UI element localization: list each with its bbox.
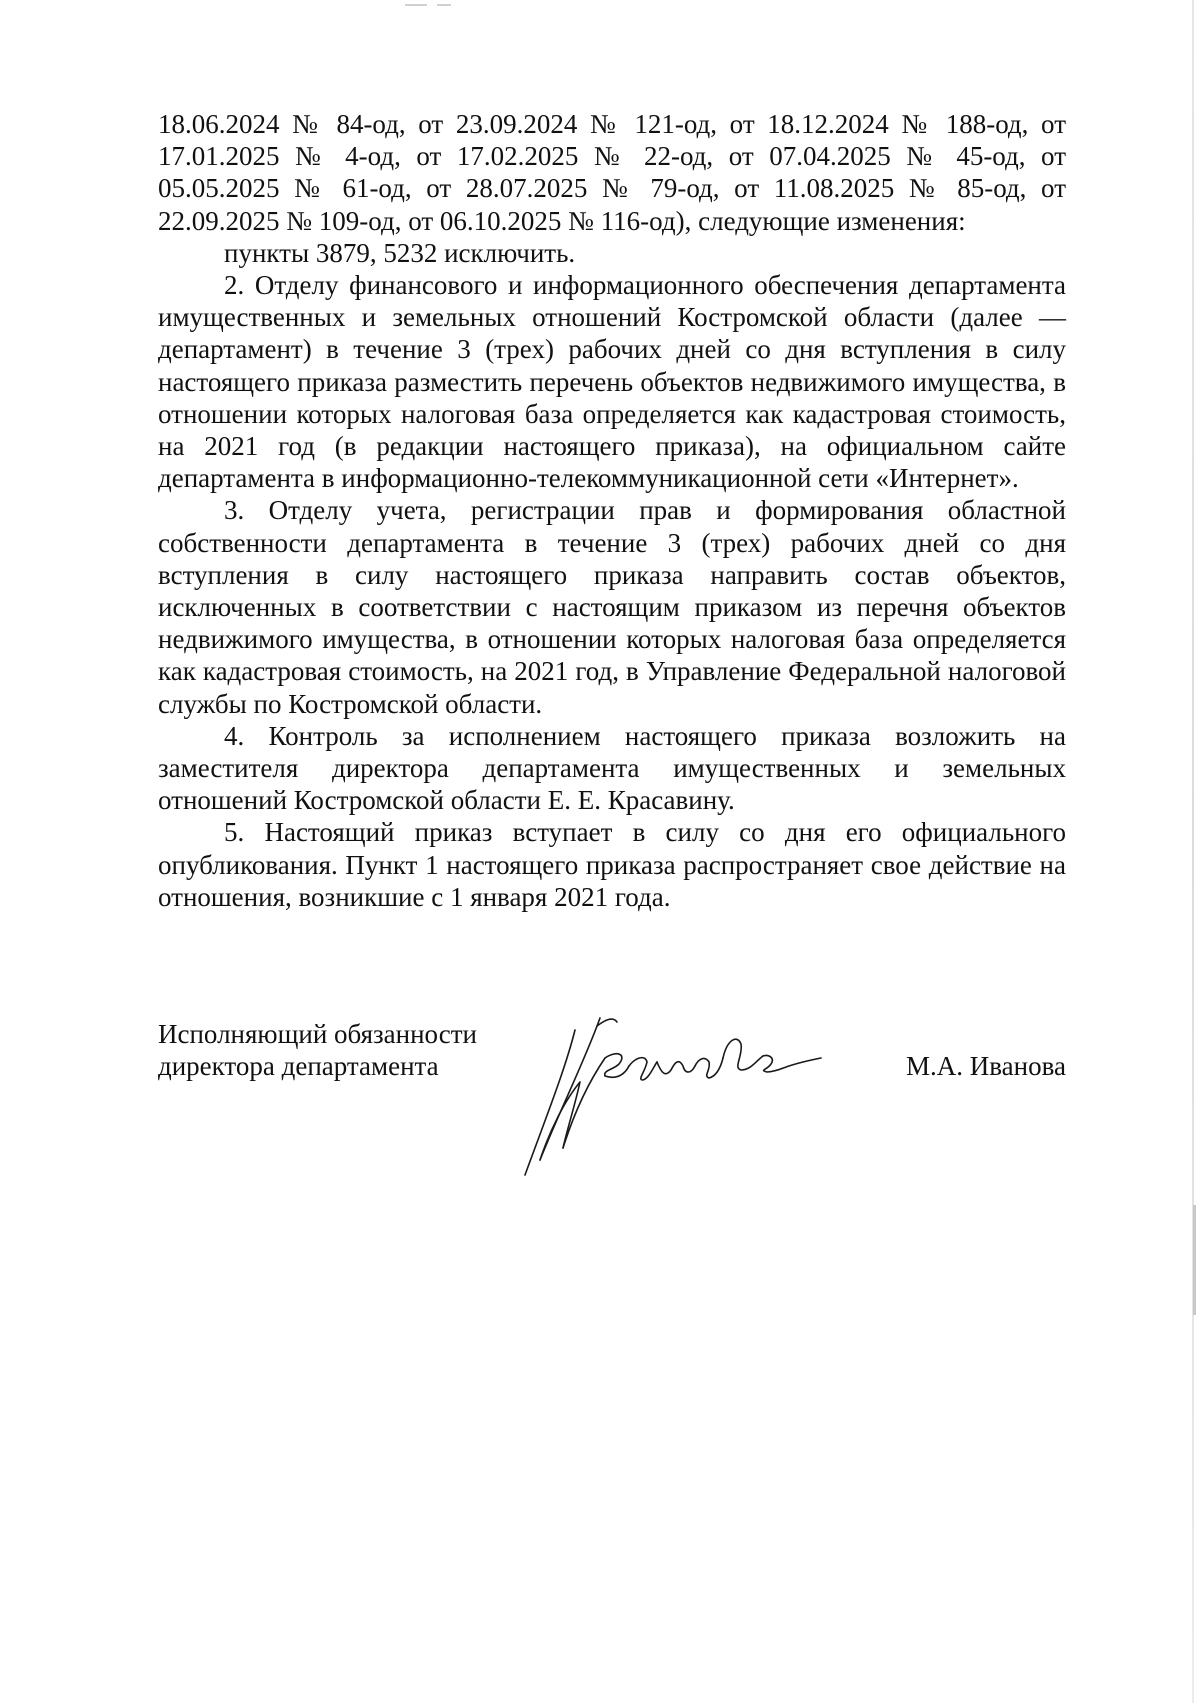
scan-edge-mark [1193, 1205, 1196, 1315]
handwritten-signature-icon [505, 1010, 835, 1190]
scan-artifact [405, 4, 427, 6]
scan-edge-line [1192, 0, 1194, 1703]
paragraph-amendment-list: 18.06.2024 № 84-од, от 23.09.2024 № 121-од, от 18.12.2024 № 188-од, от 17.01.2025 № 4-од, от 17.02.2025 № 22-од, от 07.04.2025 № 45-од, от 05.05.2025 № 61-од, от 28.07.2025 № 79-од, от 11.08.2025 № 85-од, от 22.09.2025 № 109-од, от 06.10.2025 № 116-од), следующие изменения: [158, 109, 1066, 236]
signatory-position [158, 1018, 477, 1082]
document-body [158, 108, 1066, 913]
signatory-position-line2: директора департамента [158, 1051, 439, 1081]
paragraph-item-3: 3. Отделу учета, регистрации прав и формирования областной собственности департамента в течение 3 (трех) рабочих дней со дня вступления в силу настоящего приказа направить состав объектов, исключенных в соответствии с настоящим приказом из перечня объектов недвижимого имущества, в отношении которых налоговая база определяется как кадастровая стоимость, на 2021 год, в Управление Федеральной налоговой службы по Костромской области. [158, 495, 1066, 719]
paragraph-item-2: 2. Отделу финансового и информационного обеспечения департамента имущественных и земельных отношений Костромской области (далее — департамент) в течение 3 (трех) рабочих дней со дня вступления в силу настоящего приказа разместить перечень объектов недвижимого имущества, в отношении которых налоговая база определяется как кадастровая стоимость, на 2021 год (в редакции настоящего приказа), на официальном сайте департамента в информационно-телекоммуникационной сети «Интернет». [158, 270, 1066, 494]
signatory-name: М.А. Иванова [906, 1051, 1066, 1081]
paragraph-item-4: 4. Контроль за исполнением настоящего приказа возложить на заместителя директора департамента имущественных и земельных отношений Костромской области Е. Е. Красавину. [158, 720, 1066, 816]
paragraph-item-5: 5. Настоящий приказ вступает в силу со дня его официального опубликования. Пункт 1 настоящего приказа распространяет свое действие на отношения, возникшие с 1 января 2021 года. [158, 817, 1066, 912]
paragraph-exclusion: пункты 3879, 5232 исключить. [224, 237, 576, 268]
signatory-position-line1: Исполняющий обязанности [158, 1019, 477, 1049]
scan-artifact [437, 4, 451, 6]
